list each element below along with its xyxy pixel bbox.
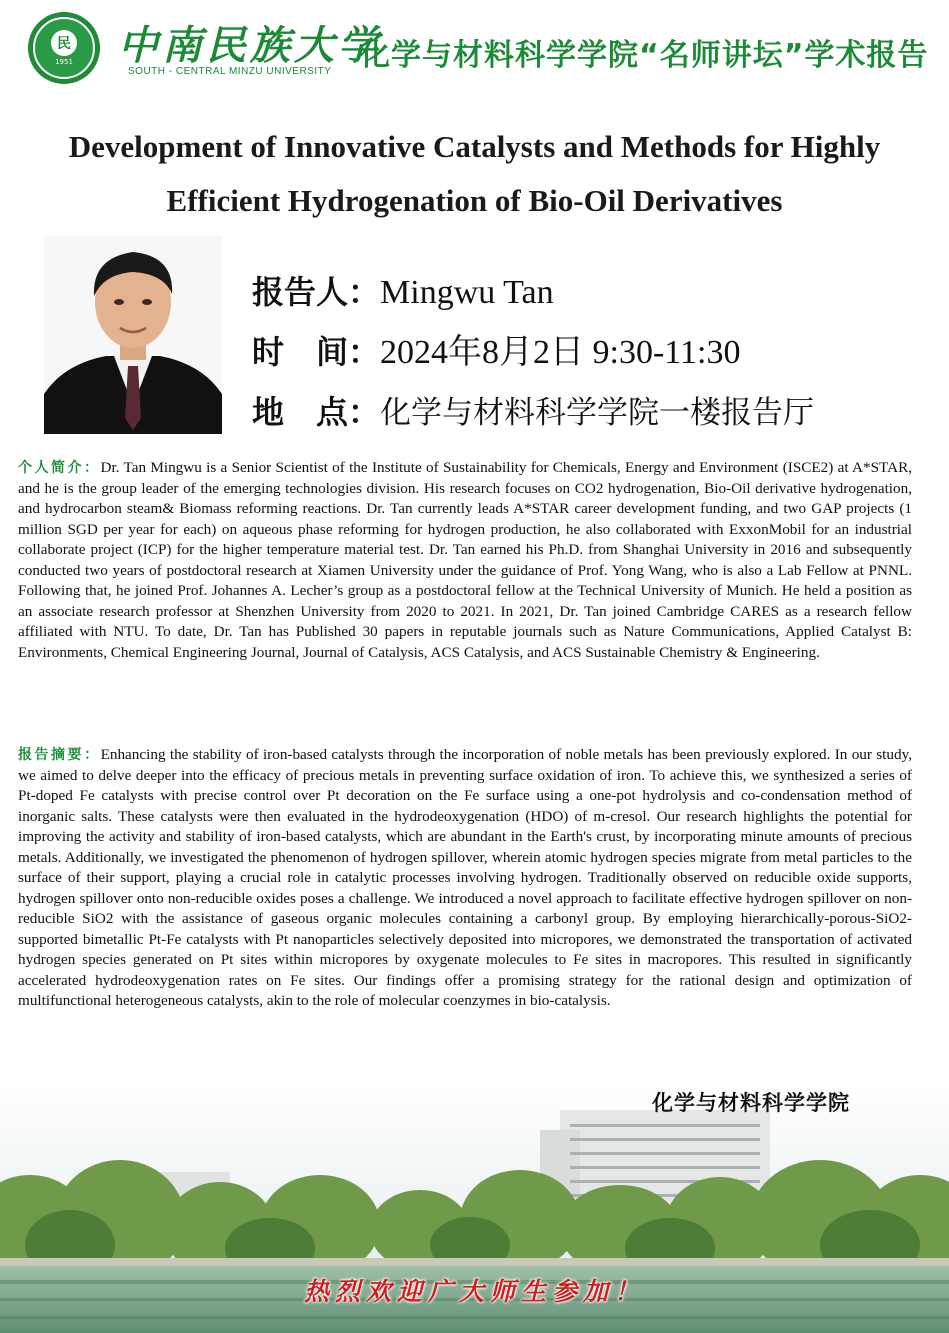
talk-abstract: [18, 745, 912, 1012]
bio-text: Dr. Tan Mingwu is a Senior Scientist of the Institute of Sustainability for Chemicals, Energy and Environment (ISCE2) at A*STAR, and he is the group leader of the emerging technologies division. His research focuses on CO2 hydrogenation, Bio-Oil derivative hydrogenation, and hydrocarbon steam& Biomass reforming reactions. Dr. Tan currently leads A*STAR career development funding, and two GAP projects (1 million SGD per year for each) on aqueous phase reforming for hydrogen production, he also collaborated with ExxonMobil for an industrial collaborate project (ICP) for the higher temperature material test. Dr. Tan earned his Ph.D. from Shanghai University in 2016 and subsequently conducted two years of postdoctoral research at Xiamen University under the guidance of Prof. Yong Wang, who is also a Lab Fellow at PNNL. Following that, he joined Prof. Johannes A. Lecher’s group as a postdoctoral fellow at the Technical University of Munich. He held a position as an associate research professor at Shenzhen University from 2020 to 2021. In 2021, Dr. Tan joined Cambridge CARES as a research fellow affiliated with NTU. To date, Dr. Tan has Published 30 papers in reputable journals such as Nature Communications, Applied Catalyst B: Environments, Chemical Engineering Journal, Journal of Catalysis, ACS Catalysis, and ACS Sustainable Chemistry & Engineering.: [18, 459, 912, 661]
speaker-name: Mingwu Tan: [380, 274, 554, 311]
university-name-en: SOUTH - CENTRAL MINZU UNIVERSITY: [128, 66, 332, 77]
talk-title: [0, 120, 949, 228]
bio-label: 个人简介：: [18, 460, 101, 476]
speaker-bio: [18, 458, 912, 663]
header: [0, 0, 949, 92]
welcome-slogan: 热烈欢迎广大师生参加！: [303, 1277, 645, 1306]
abstract-text: Enhancing the stability of iron-based catalysts through the incorporation of noble metals has been previously explored. In our study, we aimed to delve deeper into the efficacy of precious metals in preventing surface oxidation of iron. To achieve this, we synthesized a series of Pt-doped Fe catalysts with precise control over Pt decoration on the Fe surface using a one-pot hydrolysis and co-condensation method of inorganic salts. These catalysts were then evaluated in the hydrodeoxygenation (HDO) of m-cresol. Our research highlights the potential for improving the activity and stability of iron-based catalysts, which are abundant in the Earth's crust, by incorporating minute amounts of precious metals. Additionally, we investigated the phenomenon of hydrogen spillover, wherein atomic hydrogen species migrate from metal particles to the surface of their support, playing a crucial role in catalytic processes involving hydrogen. Traditionally observed on reducible oxide supports, hydrogen spillover onto non-reducible oxides poses a challenge. We introduced a novel approach to facilitate effective hydrogen spillover on non-reducible SiO2 with the assistance of gaseous organic molecules containing a carbonyl group. By employing hierarchically-porous-SiO2-supported bimetallic Pt-Fe catalysts with Pt nanoparticles selectively deposited into micropores, we demonstrated the transportation of activated hydrogen species generated on Pt sites within micropores by oxygenate molecules to Fe sites in macropores. This resulted in significantly accelerated hydrodeoxygenation rates on Fe sites. Our findings offer a promising strategy for the rational design and optimization of multifunctional heterogeneous catalysts, akin to the role of molecular coenzymes in bio-catalysis.: [18, 746, 912, 1009]
time-value: 2024年8月2日 9:30-11:30: [380, 334, 741, 371]
speaker-label: 报告人：: [252, 273, 381, 311]
place-value: 化学与材料科学学院一楼报告厅: [380, 395, 815, 431]
speaker-photo: [44, 236, 222, 434]
seal-year: 1951: [55, 58, 73, 66]
talk-info: [252, 262, 814, 442]
time-row: [252, 322, 814, 382]
lecture-series-title: 化学与材料科学学院“名师讲坛”学术报告: [360, 38, 929, 73]
talk-title-line2: Efficient Hydrogenation of Bio-Oil Derivatives: [166, 183, 783, 218]
college-name: 化学与材料科学学院: [652, 1091, 850, 1115]
university-name-cn: 中南民族大学: [118, 22, 382, 69]
place-row: [252, 382, 814, 442]
abstract-label: 报告摘要：: [18, 747, 101, 763]
speaker-row: [252, 262, 814, 322]
time-label: 时 间：: [252, 333, 381, 371]
place-label: 地 点：: [252, 393, 381, 431]
university-seal-logo: 民 1951: [28, 12, 100, 84]
talk-title-line1: Development of Innovative Catalysts and Methods for Highly: [68, 129, 881, 164]
